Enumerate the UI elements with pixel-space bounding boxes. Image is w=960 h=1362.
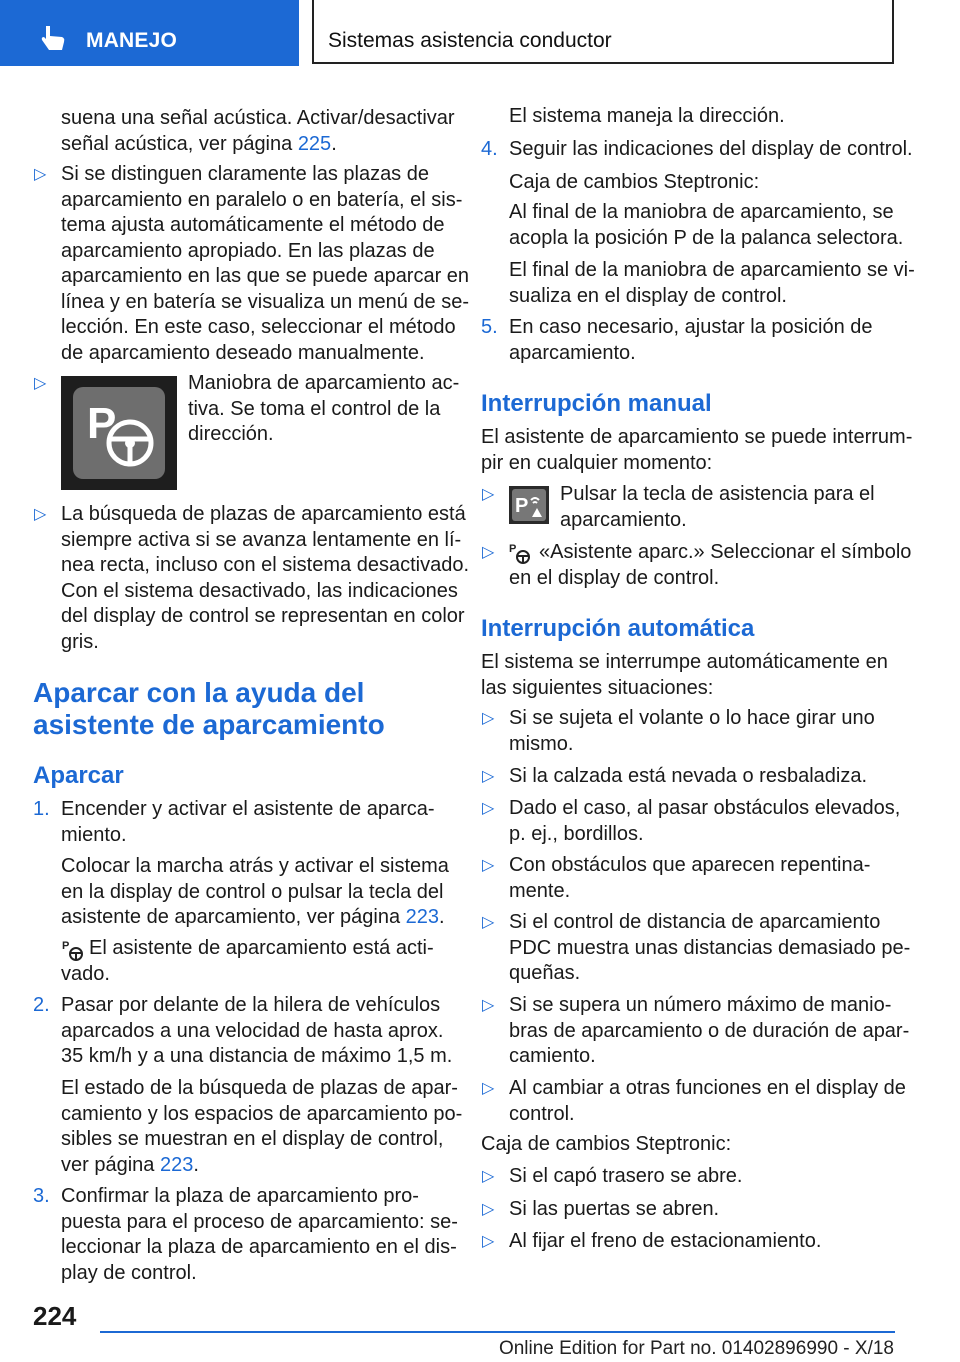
text-line: Si la calzada está nevada o resbaladiza. — [509, 765, 868, 787]
text-line: PDC muestra unas distancias demasiado pe- — [509, 936, 911, 959]
step-text — [509, 315, 873, 366]
text-line: leccionar la plaza de aparcamiento en el dis- — [61, 1236, 457, 1258]
text-line: Si el control de distancia de aparcamiento — [509, 911, 881, 933]
text-line: mente. — [509, 879, 571, 902]
bullet-triangle-icon: ▷ — [482, 997, 495, 1014]
subsection-heading: Aparcar — [33, 762, 124, 789]
text-line: Al cambiar a otras funciones en el display de — [509, 1077, 906, 1099]
svg-text:P: P — [87, 399, 117, 448]
section-heading — [33, 677, 385, 741]
bullet-triangle-icon: ▷ — [34, 375, 47, 392]
page-link[interactable]: 223 — [159, 1153, 194, 1176]
text-line: en la display de control o pulsar la tecla del — [61, 880, 444, 903]
text-line: Si el capó trasero se abre. — [509, 1165, 743, 1187]
text-line: camiento y los espacios de aparcamiento po- — [61, 1102, 463, 1125]
text-line: Confirmar la plaza de aparcamiento pro- — [61, 1185, 419, 1207]
text-line: lección. En este caso, seleccionar el método — [61, 316, 456, 338]
parking-assist-button-icon — [509, 486, 549, 524]
bullet-triangle-icon: ▷ — [34, 506, 47, 523]
step-text — [61, 993, 452, 1070]
text-fragment: . — [439, 906, 445, 928]
section-label: MANEJO — [86, 29, 178, 52]
text-line: Si se distinguen claramente las plazas de — [61, 163, 429, 185]
text-line: «Asistente aparc.» Seleccionar el símbolo — [539, 541, 912, 563]
text-line: aparcamiento. — [560, 508, 687, 531]
text-fragment: señal acústica, ver página — [61, 132, 298, 155]
text-line: El sistema se interrumpe automáticamente en — [481, 651, 888, 673]
text-line: sibles se muestran en el display de control, — [61, 1128, 444, 1150]
parking-steering-wheel-icon — [61, 376, 177, 490]
text-line — [61, 905, 449, 931]
step-number: 1. — [33, 798, 50, 820]
text-line: play de control. — [61, 1261, 197, 1284]
text-line: dirección. — [188, 423, 274, 445]
footer-divider — [100, 1331, 895, 1333]
continued-text: El sistema maneja la dirección. — [509, 105, 785, 127]
text-line: puesta para el proceso de aparcamiento: se- — [61, 1210, 458, 1233]
text-line: miento. — [61, 823, 127, 846]
page-number: 224 — [33, 1301, 77, 1331]
text-line: La búsqueda de plazas de aparcamiento está — [61, 503, 466, 525]
bullet-text — [560, 482, 875, 533]
step-number: 3. — [33, 1185, 50, 1207]
chapter-header — [312, 0, 894, 64]
text-line: de aparcamiento deseado manualmente. — [61, 341, 425, 364]
text-line: aparcamiento en paralelo o en batería, el sis- — [61, 188, 463, 211]
text-line: El asistente de aparcamiento se puede interrum- — [481, 426, 913, 448]
text-line: bras de aparcamiento o de duración de apar- — [509, 1019, 910, 1042]
text-fragment: . — [331, 132, 337, 155]
text-line: p. ej., bordillos. — [509, 822, 644, 845]
paragraph: Caja de cambios Steptronic: — [481, 1133, 732, 1155]
paragraph — [481, 425, 912, 476]
bullet-triangle-icon: ▷ — [482, 1080, 495, 1097]
bullet-text — [188, 371, 459, 448]
bullet-triangle-icon: ▷ — [482, 1168, 495, 1185]
text-fragment: ver página — [61, 1153, 160, 1176]
text-line: aparcamiento en las que se puede aparcar en — [61, 265, 470, 287]
list-item — [509, 993, 909, 1070]
text-line: tema ajusta automáticamente el método de — [61, 214, 445, 236]
list-item — [509, 1076, 906, 1127]
text-line: Maniobra de aparcamiento ac- — [188, 372, 460, 394]
text-line: Al final de la maniobra de aparcamiento, se — [509, 201, 894, 223]
text-line: pir en cualquier momento: — [481, 451, 713, 474]
bullet-triangle-icon: ▷ — [482, 914, 495, 931]
text-line: mismo. — [509, 732, 574, 755]
text-line: Si se supera un número máximo de manio- — [509, 994, 892, 1016]
text-line: línea y en batería se visualiza un menú de se- — [61, 290, 470, 313]
svg-text:P: P — [62, 940, 70, 952]
text-line: El estado de la búsqueda de plazas de apar- — [61, 1077, 458, 1099]
list-item — [509, 910, 910, 987]
text-line: las siguientes situaciones: — [481, 676, 714, 699]
bullet-triangle-icon: ▷ — [482, 800, 495, 817]
step-detail — [61, 1076, 462, 1178]
step-detail — [509, 258, 915, 309]
list-item — [509, 1164, 742, 1190]
edition-text: Online Edition for Part no. 01402896990 - X/18 — [498, 1338, 894, 1359]
bullet-triangle-icon: ▷ — [482, 1233, 495, 1250]
text-line: Pulsar la tecla de asistencia para el — [560, 483, 875, 505]
svg-text:P: P — [509, 543, 517, 555]
bullet-text — [61, 162, 469, 366]
text-line: vado. — [61, 962, 110, 985]
bullet-triangle-icon: ▷ — [482, 857, 495, 874]
intro-text — [61, 106, 455, 157]
bullet-triangle-icon: ▷ — [482, 1201, 495, 1218]
list-item — [509, 1229, 821, 1255]
bullet-triangle-icon: ▷ — [482, 768, 495, 785]
page-link[interactable]: 223 — [405, 906, 440, 928]
text-line: Si se sujeta el volante o lo hace girar uno — [509, 707, 875, 729]
bullet-text — [61, 502, 469, 655]
text-line: Con el sistema desactivado, las indicaciones — [61, 579, 458, 602]
text-line: tiva. Se toma el control de la — [188, 397, 441, 420]
heading-line: Aparcar con la ayuda del — [33, 677, 365, 708]
list-item — [509, 1197, 719, 1223]
text-line: Dado el caso, al pasar obstáculos elevados, — [509, 797, 901, 819]
bullet-triangle-icon: ▷ — [482, 486, 495, 503]
paragraph — [481, 650, 888, 701]
text-line: En caso necesario, ajustar la posición de — [509, 316, 873, 338]
step-detail — [61, 854, 449, 931]
text-line: aparcamiento apropiado. En las plazas de — [61, 239, 435, 262]
hand-pointer-icon — [40, 24, 66, 52]
text-line — [61, 132, 455, 158]
step-number: 5. — [481, 316, 498, 338]
text-line: Pasar por delante de la hilera de vehículos — [61, 994, 441, 1016]
text-line: Con obstáculos que aparecen repentina- — [509, 854, 871, 876]
subsection-heading: Interrupción automática — [481, 615, 755, 642]
text-line: queñas. — [509, 962, 581, 984]
step-text — [61, 1184, 458, 1286]
step-text — [509, 137, 913, 163]
step-text — [61, 797, 435, 848]
text-line: camiento. — [509, 1045, 596, 1067]
bullet-triangle-icon: ▷ — [482, 544, 495, 561]
text-line: siempre activa si se avanza lentamente en lí- — [61, 528, 462, 551]
step-number: 4. — [481, 138, 498, 160]
text-line: aparcamiento. — [509, 341, 636, 364]
svg-text:P: P — [515, 495, 529, 517]
text-line: Si las puertas se abren. — [509, 1198, 720, 1220]
step-detail — [61, 936, 434, 987]
list-item — [509, 853, 870, 904]
list-item — [509, 764, 867, 790]
section-tab — [0, 0, 299, 66]
text-line: acopla la posición P de la palanca selectora. — [509, 226, 904, 249]
text-line: El asistente de aparcamiento está acti- — [89, 937, 434, 959]
list-item — [509, 796, 900, 847]
list-item — [509, 706, 875, 757]
text-line: aparcados a una velocidad de hasta aprox. — [61, 1019, 444, 1042]
bullet-triangle-icon: ▷ — [34, 166, 47, 183]
step-number: 2. — [33, 994, 50, 1016]
step-detail — [509, 200, 903, 251]
text-line: Colocar la marcha atrás y activar el sistema — [61, 855, 449, 877]
text-line: del display de control se representan en color — [61, 605, 465, 627]
text-line: suena una señal acústica. Activar/desactivar — [61, 107, 455, 129]
text-line: gris. — [61, 630, 99, 653]
text-line: Seguir las indicaciones del display de control. — [509, 138, 913, 160]
heading-line: asistente de aparcamiento — [33, 709, 385, 740]
chapter-title: Sistemas asistencia conductor — [328, 29, 612, 52]
text-line: 35 km/h y a una distancia de máximo 1,5 m. — [61, 1045, 453, 1067]
text-line: sualiza en el display de control. — [509, 284, 787, 307]
text-line: nea recta, incluso con el sistema desactivado. — [61, 554, 469, 576]
text-line — [61, 1153, 462, 1179]
text-fragment: . — [193, 1153, 199, 1176]
text-line: Encender y activar el asistente de aparca- — [61, 798, 435, 820]
page-link[interactable]: 225 — [297, 132, 332, 155]
text-line: Al fijar el freno de estacionamiento. — [509, 1230, 822, 1252]
text-line: en el display de control. — [509, 566, 720, 589]
subsection-heading: Interrupción manual — [481, 390, 712, 417]
text-fragment: asistente de aparcamiento, ver página — [61, 906, 406, 928]
text-line: control. — [509, 1102, 575, 1125]
bullet-triangle-icon: ▷ — [482, 710, 495, 727]
text-line: El final de la maniobra de aparcamiento se vi- — [509, 259, 915, 281]
step-detail: Caja de cambios Steptronic: — [509, 171, 760, 193]
bullet-text — [509, 540, 911, 591]
